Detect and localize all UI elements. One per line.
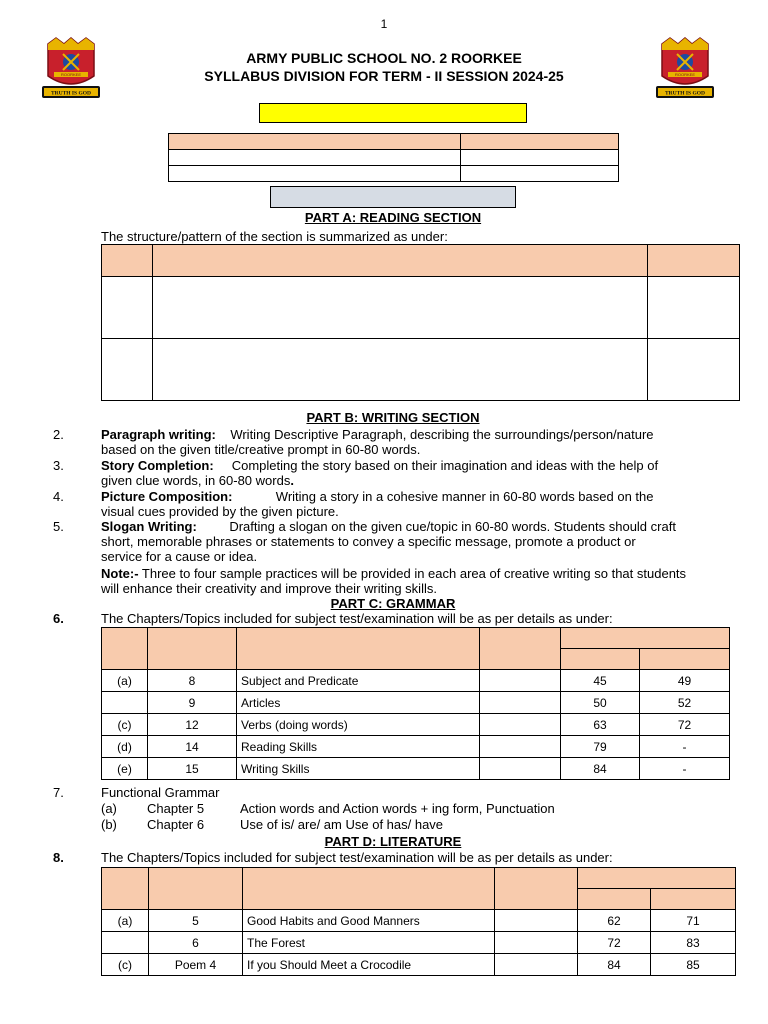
part-b-heading: PART B: WRITING SECTION — [306, 410, 480, 425]
fg-item-sn: (a) — [101, 801, 117, 816]
item-number: 7. — [53, 785, 64, 800]
item-number: 5. — [53, 519, 64, 534]
literature-table — [101, 867, 736, 976]
table-row: 9 Articles 50 52 — [102, 692, 730, 714]
part-a-heading: PART A: READING SECTION — [304, 210, 482, 225]
functional-grammar-title: Functional Grammar — [101, 785, 220, 800]
table-row: (a) 8 Subject and Predicate 45 49 — [102, 670, 730, 692]
item-number: 3. — [53, 458, 64, 473]
svg-text:TRUTH IS GOD: TRUTH IS GOD — [50, 90, 92, 97]
part-c-heading: PART C: GRAMMAR — [330, 596, 456, 611]
part-d-heading: PART D: LITERATURE — [324, 834, 462, 849]
slogan-writing-line3: service for a cause or idea. — [101, 549, 258, 564]
story-completion-line2: given clue words, in 60-80 words. — [101, 473, 294, 488]
class-highlight-box — [259, 103, 527, 123]
note-line1: Note:- Three to four sample practices will be provided in each area of creative writing so that students — [101, 566, 687, 581]
info-table — [168, 133, 619, 182]
item-number: 4. — [53, 489, 64, 504]
table-row: 6 The Forest 72 83 — [102, 932, 736, 954]
note-line2: will enhance their creativity and improve their writing skills. — [101, 581, 437, 596]
grammar-table — [101, 627, 730, 780]
part-a-intro: The structure/pattern of the section is summarized as under: — [101, 229, 448, 244]
part-d-intro: The Chapters/Topics included for subject test/examination will be as per details as under: — [101, 850, 613, 865]
fg-item-desc: Action words and Action words + ing form, Punctuation — [240, 801, 555, 816]
paragraph-writing-line2: based on the given title/creative prompt in 60-80 words. — [101, 442, 421, 457]
table-row: (e) 15 Writing Skills 84 - — [102, 758, 730, 780]
story-completion-line1: Story Completion: Completing the story based on their imagination and ideas with the help of — [101, 458, 659, 473]
item-number: 2. — [53, 427, 64, 442]
table-row: (c) 12 Verbs (doing words) 63 72 — [102, 714, 730, 736]
table-row: (c) Poem 4 If you Should Meet a Crocodile 84 85 — [102, 954, 736, 976]
fg-item-sn: (b) — [101, 817, 117, 832]
picture-composition-line1: Picture Composition: Writing a story in a cohesive manner in 60-80 words based on the — [101, 489, 654, 504]
slogan-writing-line2: short, memorable phrases or statements to convey a specific message, promote a product or — [101, 534, 636, 549]
item-number: 6. — [53, 611, 64, 626]
svg-text:ROORKEE: ROORKEE — [674, 72, 696, 77]
reading-table — [101, 244, 740, 401]
syllabus-title: SYLLABUS DIVISION FOR TERM - II SESSION 2024-25 — [204, 68, 564, 84]
table-row: (d) 14 Reading Skills 79 - — [102, 736, 730, 758]
fg-item-chapter: Chapter 5 — [147, 801, 205, 816]
picture-composition-line2: visual cues provided by the given picture. — [101, 504, 339, 519]
fg-item-chapter: Chapter 6 — [147, 817, 205, 832]
school-title: ARMY PUBLIC SCHOOL NO. 2 ROORKEE — [246, 50, 522, 66]
part-c-intro: The Chapters/Topics included for subject test/examination will be as per details as under: — [101, 611, 613, 626]
page-number: 1 — [380, 17, 388, 31]
subject-box — [270, 186, 516, 208]
table-row: (a) 5 Good Habits and Good Manners 62 71 — [102, 910, 736, 932]
svg-text:ROORKEE: ROORKEE — [60, 72, 82, 77]
slogan-writing-line1: Slogan Writing: Drafting a slogan on the given cue/topic in 60-80 words. Students should craft — [101, 519, 676, 534]
fg-item-desc: Use of is/ are/ am Use of has/ have — [240, 817, 444, 832]
item-number: 8. — [53, 850, 64, 865]
svg-text:TRUTH IS GOD: TRUTH IS GOD — [664, 90, 706, 97]
paragraph-writing-line1: Paragraph writing: Writing Descriptive Paragraph, describing the surroundings/person/nature — [101, 427, 654, 442]
